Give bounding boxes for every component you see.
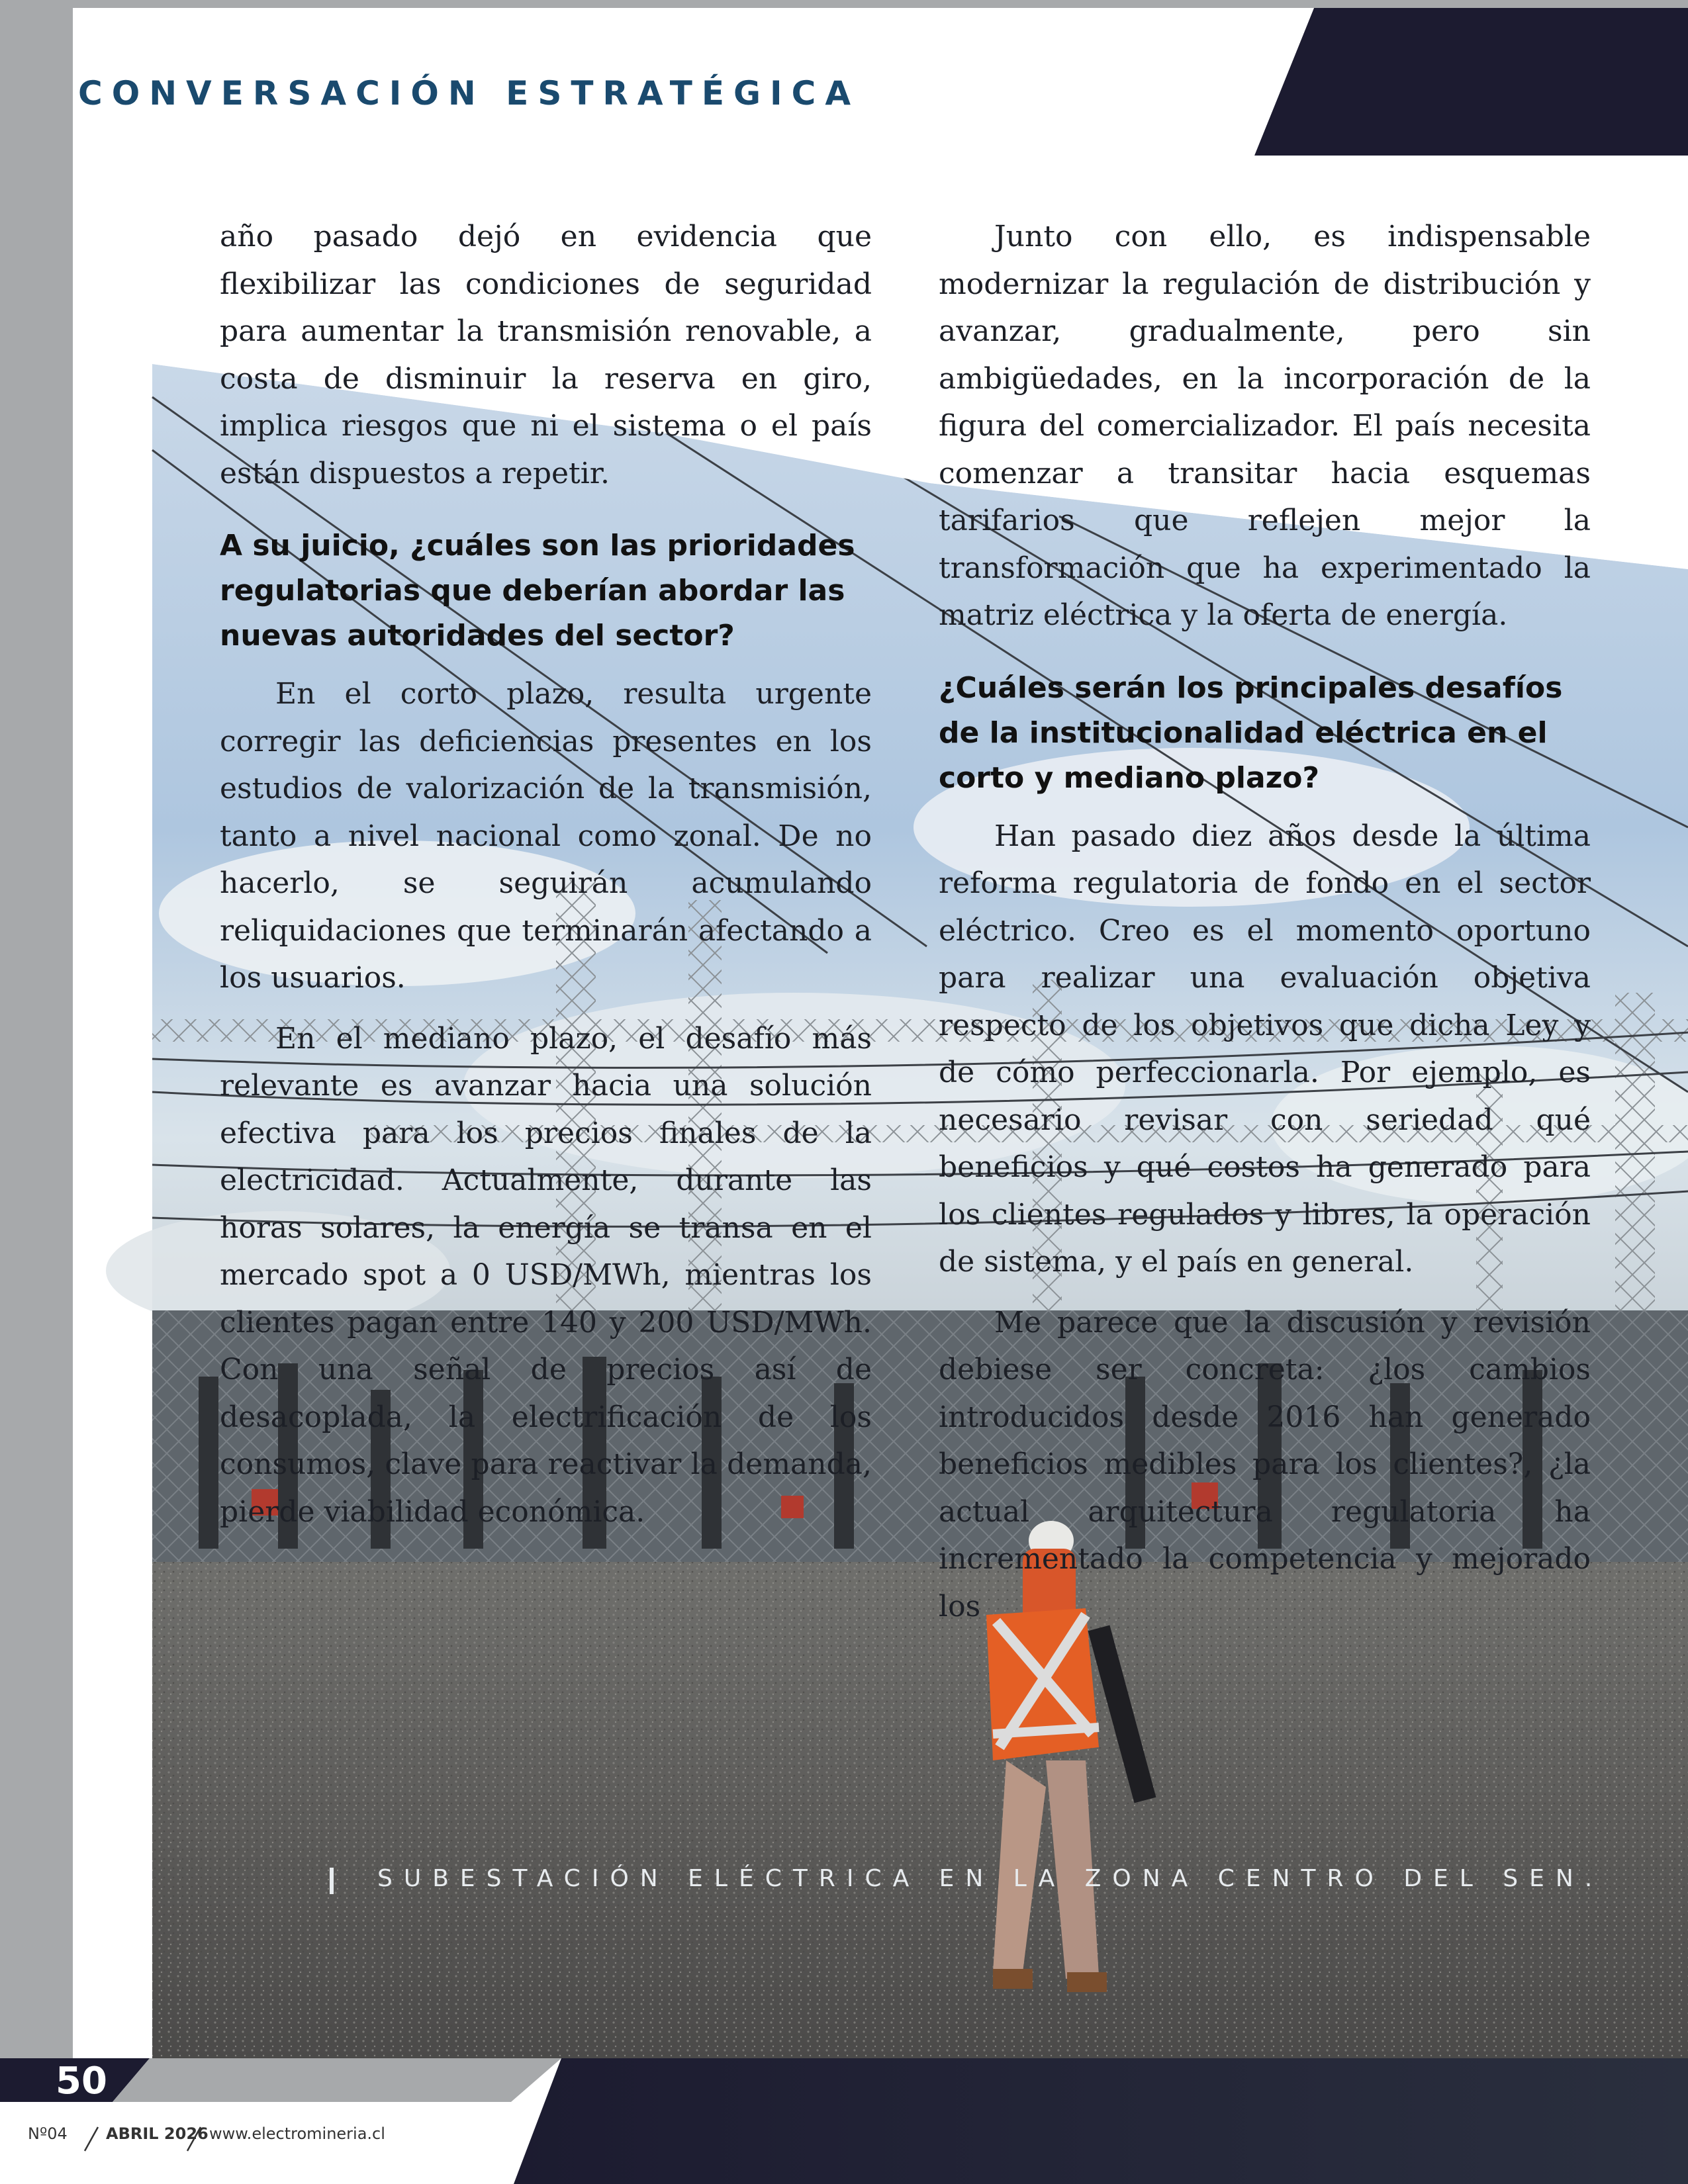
issue-date: ABRIL 2026: [106, 2124, 209, 2143]
paragraph-reform: Han pasado diez años desde la última reforma regulatoria de fondo en el sector eléctrico. Creo es el momento oportuno para realizar una evaluación objetiva respecto de los objetivos que dicha Ley y de cómo perfeccionarla. Por ejemplo, es necesario revisar con seriedad qué beneficios y qué costos ha generado para los clientes regulados y libres, la operación de sistema, y el país en general.: [939, 819, 1591, 1279]
article-right-column: [939, 213, 1591, 1643]
section-title: CONVERSACIÓN ESTRATÉGICA: [78, 74, 861, 113]
paragraph-distribution: Junto con ello, es indispensable modernizar la regulación de distribución y avanzar, gradualmente, pero sin ambigüedades, en la incorporación de la figura del comercializador. El país necesita comenzar a transitar hacia esquemas tarifarios que reflejen mejor la transformación que ha experimentado la matriz eléctrica y la oferta de energía.: [939, 220, 1591, 632]
website-link[interactable]: www.electromineria.cl: [209, 2124, 385, 2143]
photo-caption: SUBESTACIÓN ELÉCTRICA EN LA ZONA CENTRO DEL SEN.: [377, 1865, 1604, 1892]
paragraph-short-term: En el corto plazo, resulta urgente corregir las deficiencias presentes en los estudios de valorización de la transmisión, tanto a nivel nacional como zonal. De no hacerlo, se seguirán acumulando reliquidaciones que terminarán afectando a los usuarios.: [220, 677, 872, 995]
paragraph-intro: año pasado dejó en evidencia que flexibilizar las condiciones de seguridad para aumentar la transmisión renovable, a costa de disminuir la reserva en giro, implica riesgos que ni el sistema o el país están dispuestos a repetir.: [220, 220, 872, 490]
page-number: 50: [56, 2060, 107, 2103]
question-heading-challenges: ¿Cuáles serán los principales desafíos de la institucionalidad eléctrica en el corto y mediano plazo?: [939, 670, 1563, 795]
paragraph-discussion: Me parece que la discusión y revisión debiese ser concreta: ¿los cambios introducidos desde 2016 han generado beneficios medibles para los clientes?, ¿la actual arquitectura regulatoria ha incrementado la competencia y mejorado los: [939, 1305, 1591, 1623]
article-left-column: [220, 213, 872, 1549]
question-heading-priorities: A su juicio, ¿cuáles son las prioridades regulatorias que deberían abordar las nuevas autoridades del sector?: [220, 529, 855, 653]
caption-divider: [330, 1868, 334, 1894]
issue-number: Nº04: [28, 2124, 68, 2143]
paragraph-medium-term: En el mediano plazo, el desafío más relevante es avanzar hacia una solución efectiva para los precios finales de la electricidad. Actualmente, durante las horas solares, la energía se transa en el mercado spot a 0 USD/MWh, mientras los clientes pagan entre 140 y 200 USD/MWh. Con una señal de precios así de desacoplada, la electrificación de los consumos, clave para reactivar la demanda, pierde viabilidad económica.: [220, 1021, 872, 1529]
